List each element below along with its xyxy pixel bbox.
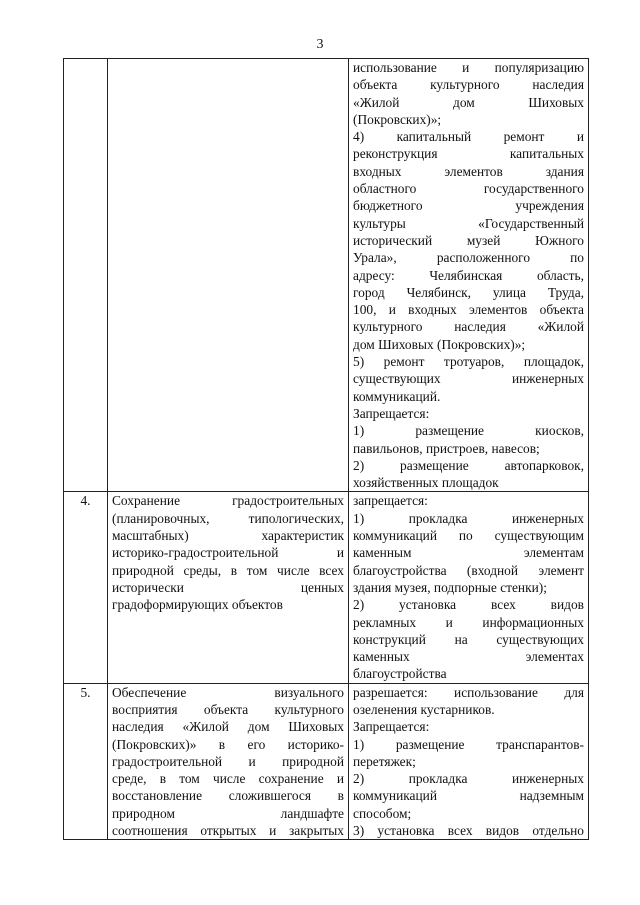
text-line: Сохранение градостроительных: [112, 493, 344, 509]
text-line: рекламных и информационных: [353, 614, 584, 630]
text-line: соотношения открытых и закрытых: [112, 823, 344, 839]
requirement-cell: [108, 492, 349, 683]
table-row: [64, 59, 589, 492]
text-line: 2) размещение автопарковок,: [353, 457, 584, 473]
row-number-cell: 4.: [64, 492, 108, 683]
text-line: исторически ценных: [112, 579, 344, 595]
text-line: Запрещается:: [353, 405, 430, 421]
text-line: культуры «Государственный: [353, 215, 584, 231]
text-line: разрешается: использование для: [353, 684, 584, 700]
page-number: 3: [316, 37, 324, 52]
text-line: наследия «Жилой дом Шиховых: [112, 719, 344, 735]
text-line: существующих инженерных: [353, 371, 584, 387]
text-line: областного государственного: [353, 181, 584, 197]
regulations-table: [63, 58, 589, 840]
text-line: исторический музей Южного: [353, 232, 584, 248]
text-line: 1) прокладка инженерных: [353, 510, 584, 526]
text-line: павильонов, пристроев, навесов;: [353, 440, 540, 456]
text-line: благоустройства (входной элемент: [353, 562, 584, 578]
text-line: каменным элементам: [353, 545, 584, 561]
text-line: восстановление сложившегося в: [112, 788, 344, 804]
text-line: бюджетного учреждения: [353, 198, 584, 214]
text-line: градостроительной и природной: [112, 753, 344, 769]
text-line: хозяйственных площадок: [353, 475, 499, 491]
text-line: 2) прокладка инженерных: [353, 771, 584, 787]
text-line: Запрещается:: [353, 719, 430, 735]
requirement-cell: [108, 683, 349, 840]
text-line: объекта культурного наследия: [353, 77, 584, 93]
text-line: коммуникаций.: [353, 388, 441, 404]
table-row: [64, 683, 589, 840]
row-number-cell: 5.: [64, 683, 108, 840]
text-line: градоформирующих объектов: [112, 597, 283, 613]
text-line: 3) установка всех видов отдельно: [353, 823, 584, 839]
text-line: способом;: [353, 805, 412, 821]
text-line: восприятия объекта культурного: [112, 701, 344, 717]
text-line: город Челябинск, улица Труда,: [353, 284, 584, 300]
text-line: 1) размещение киосков,: [353, 423, 584, 439]
text-line: масштабных) характеристик: [112, 528, 344, 544]
text-line: (Покровских)» в его историко-: [112, 736, 344, 752]
text-line: 2) установка всех видов: [353, 597, 584, 613]
text-line: озеленения кустарников.: [353, 701, 495, 717]
text-line: историко-градостроительной и: [112, 545, 344, 561]
text-line: 100, и входных элементов объекта: [353, 302, 584, 318]
text-line: (планировочных, типологических,: [112, 510, 344, 526]
text-line: каменных элементах: [353, 649, 584, 665]
text-line: дом Шиховых (Покровских)»;: [353, 336, 526, 352]
text-line: использование и популяризацию: [353, 60, 584, 75]
text-line: благоустройства: [353, 666, 447, 682]
text-line: среде, в том числе сохранение и: [112, 771, 344, 787]
requirement-cell: [108, 59, 349, 492]
table-row: [64, 492, 589, 683]
text-line: коммуникаций надземным: [353, 788, 584, 804]
text-line: перетяжек;: [353, 753, 416, 769]
text-line: Урала», расположенного по: [353, 250, 584, 266]
text-line: 5) ремонт тротуаров, площадок,: [353, 354, 584, 370]
text-line: природной среды, в том числе всех: [112, 562, 344, 578]
text-line: природном ландшафте: [112, 805, 344, 821]
row-number-cell: [64, 59, 108, 492]
text-line: культурного наследия «Жилой: [353, 319, 584, 335]
text-line: (Покровских)»;: [353, 111, 442, 127]
text-line: коммуникаций по существующим: [353, 528, 584, 544]
text-line: адресу: Челябинская область,: [353, 267, 584, 283]
text-line: реконструкция капитальных: [353, 146, 584, 162]
text-line: Обеспечение визуального: [112, 684, 344, 700]
text-line: запрещается:: [353, 493, 428, 509]
regime-cell: [349, 59, 589, 492]
regime-cell: [349, 492, 589, 683]
text-line: входных элементов здания: [353, 163, 584, 179]
text-line: 1) размещение транспарантов-: [353, 736, 584, 752]
regime-cell: [349, 683, 589, 840]
text-line: «Жилой дом Шиховых: [353, 94, 584, 110]
text-line: 4) капитальный ремонт и: [353, 129, 584, 145]
text-line: конструкций на существующих: [353, 631, 584, 647]
text-line: здания музея, подпорные стенки);: [353, 579, 547, 595]
